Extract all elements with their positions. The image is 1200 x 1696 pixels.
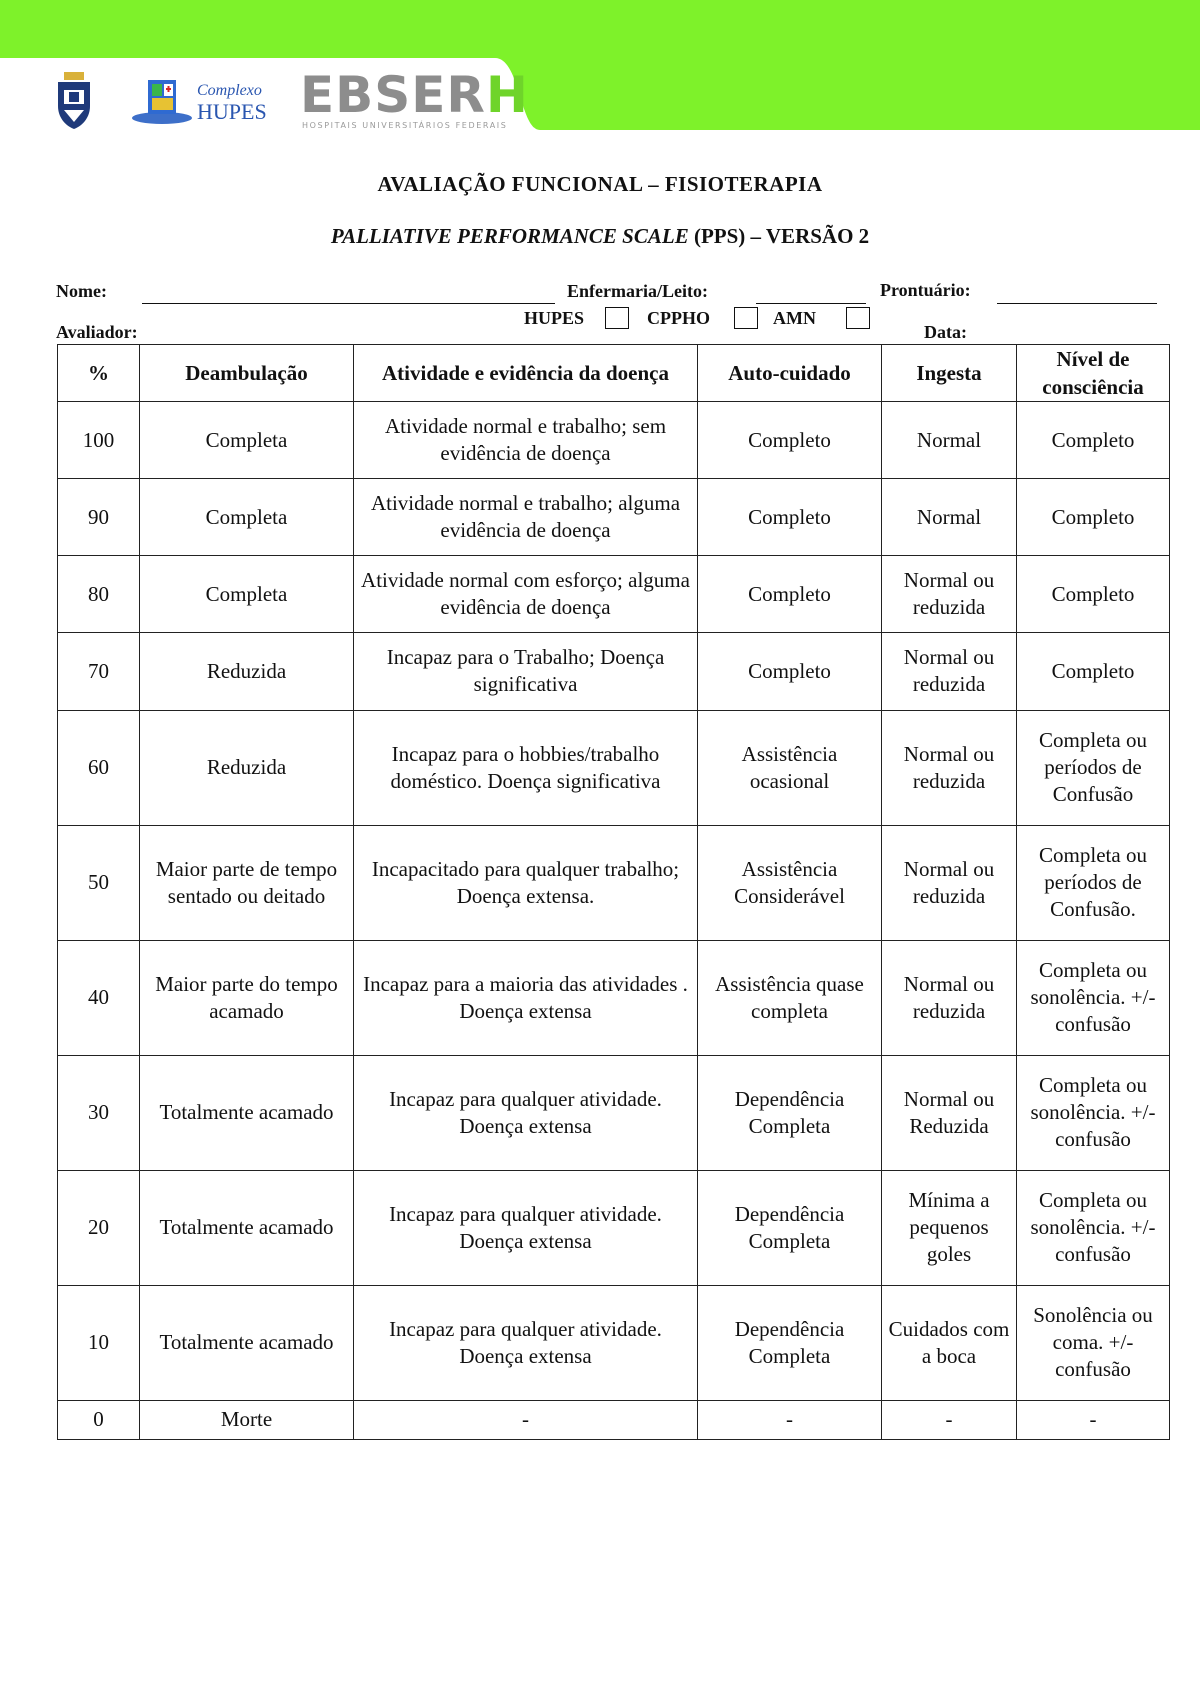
- table-row: [58, 1170, 1170, 1285]
- autocuidado-cell: Completo: [698, 479, 882, 556]
- table-row: [58, 633, 1170, 710]
- atividade-cell: Incapaz para o Trabalho; Doença significativa: [354, 633, 698, 710]
- percent-cell: 20: [58, 1170, 140, 1285]
- ingesta-cell: -: [882, 1400, 1017, 1439]
- percent-cell: 30: [58, 1055, 140, 1170]
- ingesta-cell: Normal ou reduzida: [882, 556, 1017, 633]
- percent-cell: 40: [58, 940, 140, 1055]
- prontuario-label: Prontuário:: [880, 280, 971, 300]
- consciencia-cell: Completo: [1017, 402, 1170, 479]
- table-row: [58, 402, 1170, 479]
- ingesta-cell: Normal ou Reduzida: [882, 1055, 1017, 1170]
- atividade-cell: Incapaz para o hobbies/trabalho doméstico. Doença significativa: [354, 710, 698, 825]
- university-crest-logo: [54, 72, 94, 130]
- percent-cell: 10: [58, 1285, 140, 1400]
- hupes-big-text: HUPES: [197, 99, 267, 124]
- subtitle-rest: (PPS) – VERSÃO 2: [688, 224, 870, 248]
- prontuario-field[interactable]: [997, 303, 1157, 304]
- autocuidado-cell: Dependência Completa: [698, 1285, 882, 1400]
- table-row: [58, 710, 1170, 825]
- hupes-checkbox[interactable]: [605, 307, 629, 329]
- ingesta-cell: Normal ou reduzida: [882, 825, 1017, 940]
- document-title: AVALIAÇÃO FUNCIONAL – FISIOTERAPIA: [377, 172, 823, 196]
- ingesta-cell: Normal: [882, 479, 1017, 556]
- deambulacao-cell: Maior parte do tempo acamado: [140, 940, 354, 1055]
- atividade-cell: Atividade normal com esforço; alguma evidência de doença: [354, 556, 698, 633]
- header-autocuidado: Auto-cuidado: [698, 345, 882, 402]
- percent-cell: 90: [58, 479, 140, 556]
- ingesta-cell: Mínima a pequenos goles: [882, 1170, 1017, 1285]
- percent-cell: 0: [58, 1400, 140, 1439]
- atividade-cell: Incapaz para a maioria das atividades . Doença extensa: [354, 940, 698, 1055]
- atividade-cell: Incapaz para qualquer atividade. Doença extensa: [354, 1055, 698, 1170]
- atividade-cell: Incapacitado para qualquer trabalho; Doença extensa.: [354, 825, 698, 940]
- header-ingesta: Ingesta: [882, 345, 1017, 402]
- data-label: Data:: [924, 322, 967, 342]
- header-atividade: Atividade e evidência da doença: [354, 345, 698, 402]
- percent-cell: 100: [58, 402, 140, 479]
- table-row: [58, 825, 1170, 940]
- atividade-cell: Atividade normal e trabalho; sem evidência de doença: [354, 402, 698, 479]
- deambulacao-cell: Completa: [140, 556, 354, 633]
- document-subtitle: [0, 224, 1200, 249]
- nome-field[interactable]: [142, 303, 555, 304]
- ingesta-cell: Normal ou reduzida: [882, 710, 1017, 825]
- amn-checkbox[interactable]: [846, 307, 870, 329]
- enfermaria-field[interactable]: [756, 303, 866, 304]
- consciencia-cell: Completo: [1017, 633, 1170, 710]
- table-row: [58, 1055, 1170, 1170]
- percent-cell: 70: [58, 633, 140, 710]
- autocuidado-cell: Completo: [698, 402, 882, 479]
- deambulacao-cell: Reduzida: [140, 710, 354, 825]
- cppho-option-label: CPPHO: [647, 308, 710, 328]
- consciencia-cell: Completa ou sonolência. +/- confusão: [1017, 1170, 1170, 1285]
- consciencia-cell: -: [1017, 1400, 1170, 1439]
- percent-cell: 50: [58, 825, 140, 940]
- autocuidado-cell: Assistência Considerável: [698, 825, 882, 940]
- hupes-option-label: HUPES: [524, 308, 585, 328]
- consciencia-cell: Completa ou sonolência. +/- confusão: [1017, 940, 1170, 1055]
- hupes-logo-text: [197, 83, 267, 123]
- deambulacao-cell: Maior parte de tempo sentado ou deitado: [140, 825, 354, 940]
- atividade-cell: Incapaz para qualquer atividade. Doença extensa: [354, 1285, 698, 1400]
- autocuidado-cell: Completo: [698, 633, 882, 710]
- deambulacao-cell: Completa: [140, 479, 354, 556]
- table-row: [58, 556, 1170, 633]
- consciencia-cell: Completo: [1017, 479, 1170, 556]
- atividade-cell: Incapaz para qualquer atividade. Doença extensa: [354, 1170, 698, 1285]
- hupes-small-text: Complexo: [197, 82, 262, 99]
- header-percent: %: [58, 345, 140, 402]
- consciencia-cell: Sonolência ou coma. +/- confusão: [1017, 1285, 1170, 1400]
- autocuidado-cell: Completo: [698, 556, 882, 633]
- deambulacao-cell: Completa: [140, 402, 354, 479]
- table-row: [58, 1400, 1170, 1439]
- deambulacao-cell: Totalmente acamado: [140, 1170, 354, 1285]
- deambulacao-cell: Totalmente acamado: [140, 1055, 354, 1170]
- autocuidado-cell: Assistência ocasional: [698, 710, 882, 825]
- header-consciencia: Nível de consciência: [1017, 345, 1170, 402]
- deambulacao-cell: Totalmente acamado: [140, 1285, 354, 1400]
- consciencia-cell: Completo: [1017, 556, 1170, 633]
- ebserh-logo: [300, 66, 529, 124]
- consciencia-cell: Completa ou períodos de Confusão.: [1017, 825, 1170, 940]
- pps-table: [57, 344, 1170, 1440]
- atividade-cell: Atividade normal e trabalho; alguma evidência de doença: [354, 479, 698, 556]
- deambulacao-cell: Reduzida: [140, 633, 354, 710]
- cppho-checkbox[interactable]: [734, 307, 758, 329]
- table-row: [58, 1285, 1170, 1400]
- autocuidado-cell: Assistência quase completa: [698, 940, 882, 1055]
- ingesta-cell: Cuidados com a boca: [882, 1285, 1017, 1400]
- percent-cell: 80: [58, 556, 140, 633]
- ingesta-cell: Normal ou reduzida: [882, 940, 1017, 1055]
- consciencia-cell: Completa ou períodos de Confusão: [1017, 710, 1170, 825]
- consciencia-cell: Completa ou sonolência. +/- confusão: [1017, 1055, 1170, 1170]
- enfermaria-label: Enfermaria/Leito:: [567, 281, 708, 301]
- subtitle-italic: PALLIATIVE PERFORMANCE SCALE: [330, 224, 689, 248]
- autocuidado-cell: -: [698, 1400, 882, 1439]
- atividade-cell: -: [354, 1400, 698, 1439]
- ebserh-h-text: H: [485, 66, 529, 124]
- avaliador-label: Avaliador:: [56, 322, 138, 342]
- autocuidado-cell: Dependência Completa: [698, 1055, 882, 1170]
- table-row: [58, 479, 1170, 556]
- header-deambulacao: Deambulação: [140, 345, 354, 402]
- table-row: [58, 940, 1170, 1055]
- autocuidado-cell: Dependência Completa: [698, 1170, 882, 1285]
- ebserh-subtitle: HOSPITAIS UNIVERSITÁRIOS FEDERAIS: [302, 121, 508, 130]
- table-header-row: [58, 345, 1170, 402]
- hupes-logo-icon: [130, 76, 194, 128]
- ingesta-cell: Normal ou reduzida: [882, 633, 1017, 710]
- amn-option-label: AMN: [773, 308, 816, 328]
- table-body: [58, 402, 1170, 1440]
- nome-label: Nome:: [56, 281, 107, 301]
- ingesta-cell: Normal: [882, 402, 1017, 479]
- ebserh-main-text: EBSER: [300, 66, 486, 124]
- deambulacao-cell: Morte: [140, 1400, 354, 1439]
- percent-cell: 60: [58, 710, 140, 825]
